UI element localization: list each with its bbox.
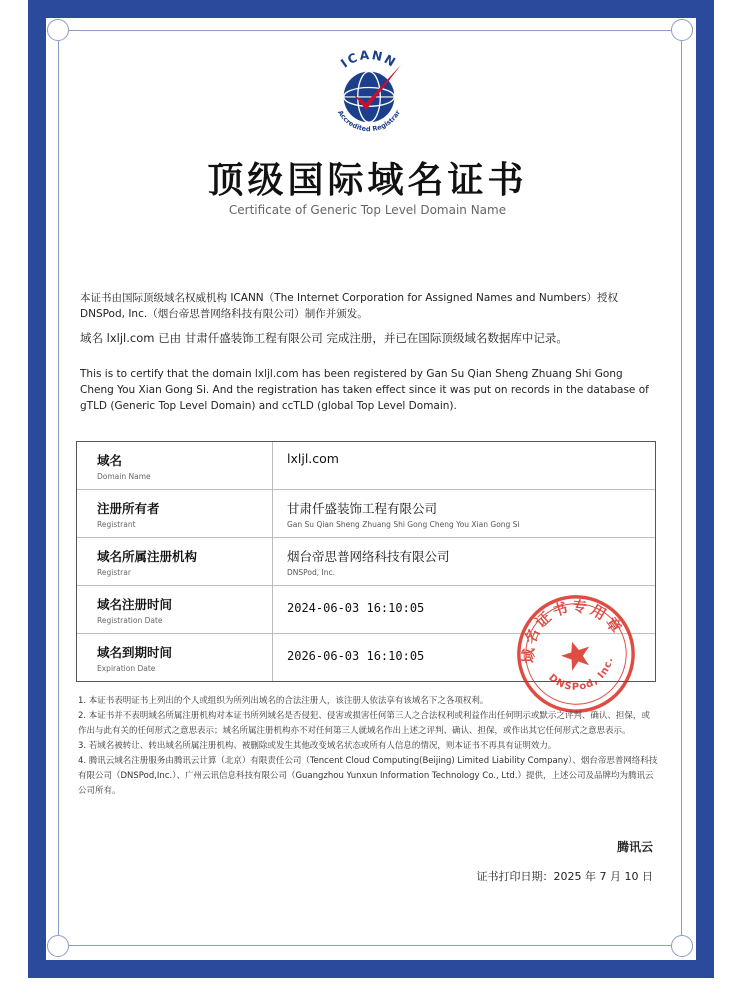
table-row-registrar [77,538,655,586]
label-zh: 注册所有者 [97,501,160,516]
issuer-brand: 腾讯云 [616,840,653,854]
row-label [77,538,273,585]
label-en: Registrant [97,520,136,529]
value-sub: Gan Su Qian Sheng Zhuang Shi Gong Cheng You Xian Gong Si [287,520,520,529]
note-item: 3. 若域名被转让、转出域名所属注册机构、被删除或发生其他改变域名状态或所有人信息的情况，则本证书不再具有证明效力。 [78,741,557,751]
corner-ornament [671,19,693,41]
svg-text:Accredited Registrar: Accredited Registrar [336,108,402,134]
corner-ornament [47,935,69,957]
row-value [273,442,655,489]
svg-text:ICANN: ICANN [338,48,400,71]
certificate-subtitle: Certificate of Generic Top Level Domain Name [228,203,507,217]
svg-text:DNSPod, Inc.: DNSPod, Inc. [546,655,616,693]
row-label [77,634,273,681]
table-row-domain [77,442,655,490]
value-sub: DNSPod, Inc. [287,568,335,577]
print-date: 证书打印日期：2025 年 7 月 10 日 [476,870,653,883]
note-item: 2. 本证书并不表明域名所属注册机构对本证书所列域名是否侵犯、侵害或损害任何第三人之合法权利或利益作出任何明示或默示之评判、确认、担保，或作出与此有关的任何形式之意思表示；域名所属注册机构亦不对任何第三人就域名作出上述之评判、确认、担保，或作出其它任何形式之意思表示。 [78,711,650,736]
row-label [77,442,273,489]
row-value [273,490,655,537]
statement-zh: 域名 lxljl.com 已由 甘肃仟盛装饰工程有限公司 完成注册，并已在国际顶级域名数据库中记录。 [80,331,568,345]
label-zh: 域名注册时间 [97,597,173,612]
value-main: 甘肃仟盛装饰工程有限公司 [287,501,438,516]
label-en: Expiration Date [97,664,156,673]
label-en: Domain Name [97,472,151,481]
icann-logo-icon [322,48,416,142]
note-item: 1. 本证书表明证书上列出的个人或组织为所列出域名的合法注册人，该注册人依法享有该域名下之各项权利。 [78,696,489,706]
certificate-title: 顶级国际域名证书 [207,160,528,201]
value-main: 烟台帝思普网络科技有限公司 [287,549,450,564]
label-zh: 域名所属注册机构 [97,549,198,564]
note-item: 4. 腾讯云域名注册服务由腾讯云计算（北京）有限责任公司（Tencent Cloud Computing(Beijing) Limited Liability Company）、烟台帝思普网络科技有限公司（DNSPod,Inc.）、广州云讯信息科技有限公司（Guangzhou Yunxun Information Technology Co., Ltd.）提供，上述公司及品牌均为腾讯云公司所有。 [78,756,658,796]
label-zh: 域名到期时间 [97,645,173,660]
svg-text:域名证书专用章: 域名证书专用章 [520,598,627,663]
label-en: Registration Date [97,616,163,625]
row-label [77,586,273,633]
row-value [273,538,655,585]
table-row-registrant [77,490,655,538]
notes-list [78,694,658,799]
row-label [77,490,273,537]
value-main: 2026-06-03 16:10:05 [287,649,425,663]
intro-paragraph: 本证书由国际顶级域名权威机构 ICANN（The Internet Corporation for Assigned Names and Numbers）授权 DNSPod, Inc.（烟台帝思普网络科技有限公司）制作并颁发。 [80,292,619,320]
corner-ornament [47,19,69,41]
corner-ornament [671,935,693,957]
value-main: 2024-06-03 16:10:05 [287,601,425,615]
label-en: Registrar [97,568,131,577]
value-main: lxljl.com [287,451,339,466]
label-zh: 域名 [97,453,123,468]
statement-en: This is to certify that the domain lxljl.com has been registered by Gan Su Qian Sheng Zhuang Shi Gong Cheng You Xian Gong Si. And the registration has taken effect since it was put on records in the database of gTLD (Generic Top Level Domain) and ccTLD (global Top Level Domain). [80,368,649,412]
